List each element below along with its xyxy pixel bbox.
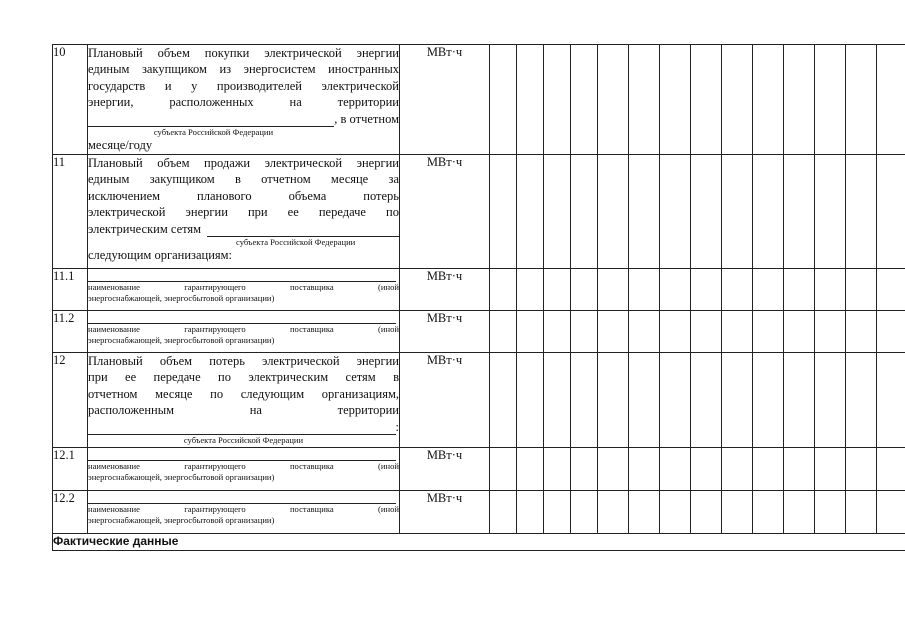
table-row	[53, 353, 905, 448]
row-description	[88, 311, 400, 353]
row-number: 12	[53, 353, 88, 448]
fill-line: , в отчетном	[88, 111, 399, 127]
row-description: Плановый объем продажи электрической энергии единым закупщиком в отчетном месяце за исключением планового объема потерь электрической энергии при ее передаче по электрическим сетям субъекта Российской Федерации следующим организациям:	[88, 155, 400, 269]
row-description	[88, 491, 400, 534]
field-caption: наименование гарантирующего поставщика (иной энергоснабжающей, энергосбытовой организации)	[88, 324, 399, 345]
table-row	[53, 448, 905, 491]
fill-line: :	[88, 419, 399, 435]
row-number: 11.2	[53, 311, 88, 353]
row-description	[88, 269, 400, 311]
field-caption: субъекта Российской Федерации	[153, 127, 274, 138]
row-number: 12.1	[53, 448, 88, 491]
section-heading: Фактические данные	[53, 534, 905, 551]
field-caption: наименование гарантирующего поставщика (иной энергоснабжающей, энергосбытовой организации)	[88, 504, 399, 525]
section-row	[53, 534, 905, 551]
table-row	[53, 155, 905, 269]
row-number: 11	[53, 155, 88, 269]
unit-cell: МВт·ч	[400, 448, 490, 491]
unit-cell: МВт·ч	[400, 155, 490, 269]
unit-cell: МВт·ч	[400, 311, 490, 353]
row-number: 10	[53, 45, 88, 155]
field-caption: субъекта Российской Федерации	[236, 237, 356, 248]
row-description: Плановый объем потерь электрической энергии при ее передаче по электрическим сетям в отчетном месяце по следующим организациям, расположенным на территории : субъекта Российской Федерации	[88, 353, 400, 448]
fill-line	[88, 491, 396, 504]
field-caption: наименование гарантирующего поставщика (иной энергоснабжающей, энергосбытовой организации)	[88, 461, 399, 482]
fill-line: электрическим сетям	[88, 221, 399, 237]
unit-cell: МВт·ч	[400, 353, 490, 448]
fill-line	[88, 311, 396, 324]
table-row	[53, 45, 905, 155]
fill-line	[88, 269, 396, 282]
row-number: 12.2	[53, 491, 88, 534]
row-description: Плановый объем покупки электрической энергии единым закупщиком из энергосистем иностранных государств и у производителей электрической энергии, расположенных на территории , в отчетном субъекта Российской Федерации месяце/году	[88, 45, 400, 155]
table-row	[53, 311, 905, 353]
field-caption: субъекта Российской Федерации	[183, 435, 304, 446]
unit-cell: МВт·ч	[400, 45, 490, 155]
unit-cell: МВт·ч	[400, 269, 490, 311]
fill-line	[88, 448, 396, 461]
field-caption: наименование гарантирующего поставщика (иной энергоснабжающей, энергосбытовой организации)	[88, 282, 399, 303]
form-table	[52, 44, 905, 551]
unit-cell: МВт·ч	[400, 491, 490, 534]
row-number: 11.1	[53, 269, 88, 311]
table-row	[53, 491, 905, 534]
table-row	[53, 269, 905, 311]
row-description	[88, 448, 400, 491]
